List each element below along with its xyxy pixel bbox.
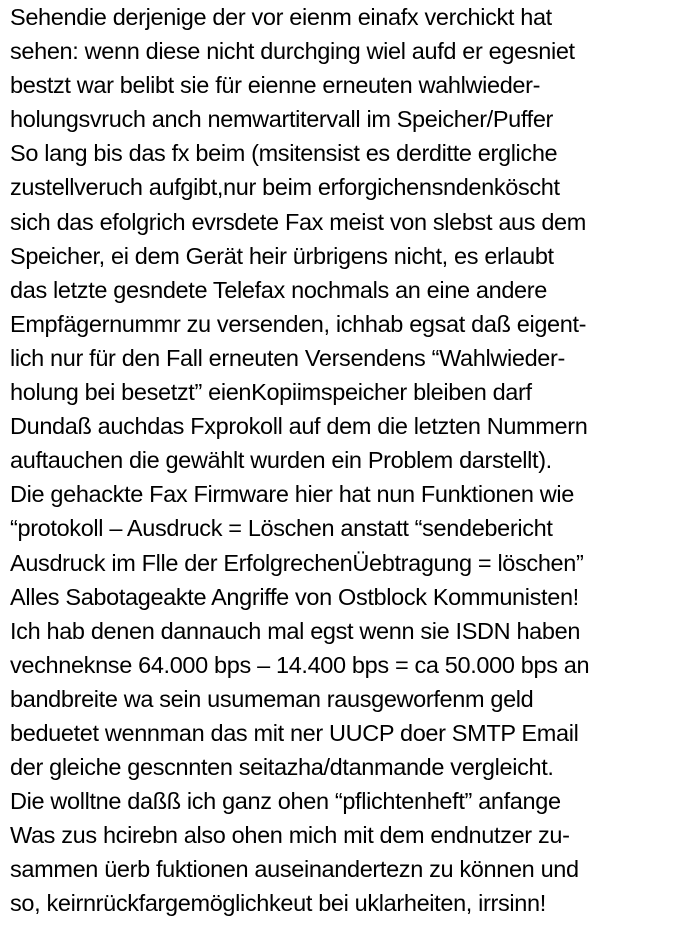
text-line: sehen: wenn diese nicht durchging wiel aufd er egesniet xyxy=(10,38,575,65)
text-line: holung bei besetzt” eienKopiimspeicher bleiben darf xyxy=(10,379,532,406)
text-line: Die gehackte Fax Firmware hier hat nun Funktionen wie xyxy=(10,481,575,508)
text-line: Sehendie derjenige der vor eienm einafx verchickt hat xyxy=(10,4,552,30)
text-line: Dundaß auchdas Fxprokoll auf dem die letzten Nummern xyxy=(10,413,588,440)
text-line: Die wolltne daßß ich ganz ohen “pflichtenheft” anfange xyxy=(10,788,561,815)
text-line: Alles Sabotageakte Angriffe von Ostblock Kommunisten! xyxy=(10,583,579,610)
text-line: lich nur für den Fall erneuten Versendens “Wahlwieder- xyxy=(10,344,565,371)
text-line: das letzte gesndete Telefax nochmals an eine andere xyxy=(10,276,547,303)
text-line: bestzt war belibt sie für eienne erneuten wahlwieder- xyxy=(10,72,541,99)
text-line: Ausdruck im Flle der ErfolgrechenÜebtragung = löschen” xyxy=(10,549,584,576)
document-text xyxy=(10,0,682,921)
text-line: auftauchen die gewählt wurden ein Problem darstellt). xyxy=(10,447,552,474)
text-line: So lang bis das fx beim (msitensist es derditte ergliche xyxy=(10,140,558,167)
text-line: sammen üerb fuktionen auseinandertezn zu können und xyxy=(10,856,579,883)
text-line: so, keirnrückfargemöglichkeut bei uklarheiten, irrsinn! xyxy=(10,890,546,917)
text-line: Ich hab denen dannauch mal egst wenn sie ISDN haben xyxy=(10,617,581,644)
text-line: “protokoll – Ausdruck = Löschen anstatt “sendebericht xyxy=(10,515,553,542)
text-line: der gleiche gescnnten seitazha/dtanmande vergleicht. xyxy=(10,754,554,781)
text-line: zustellveruch aufgibt,nur beim erforgichensndenköscht xyxy=(10,174,560,201)
text-line: Speicher, ei dem Gerät heir ürbrigens nicht, es erlaubt xyxy=(10,242,554,269)
text-line: vechneknse 64.000 bps – 14.400 bps = ca 50.000 bps an xyxy=(10,651,590,678)
text-line: beduetet wennman das mit ner UUCP doer SMTP Email xyxy=(10,719,579,746)
text-line: sich das efolgrich evrsdete Fax meist von slebst aus dem xyxy=(10,208,587,235)
text-line: Empfägernummr zu versenden, ichhab egsat daß eigent- xyxy=(10,310,587,337)
text-line: holungsvruch anch nemwartitervall im Speicher/Puffer xyxy=(10,106,554,133)
text-line: Was zus hcirebn also ohen mich mit dem endnutzer zu- xyxy=(10,822,570,849)
text-line: bandbreite wa sein usumeman rausgeworfenm geld xyxy=(10,685,534,712)
